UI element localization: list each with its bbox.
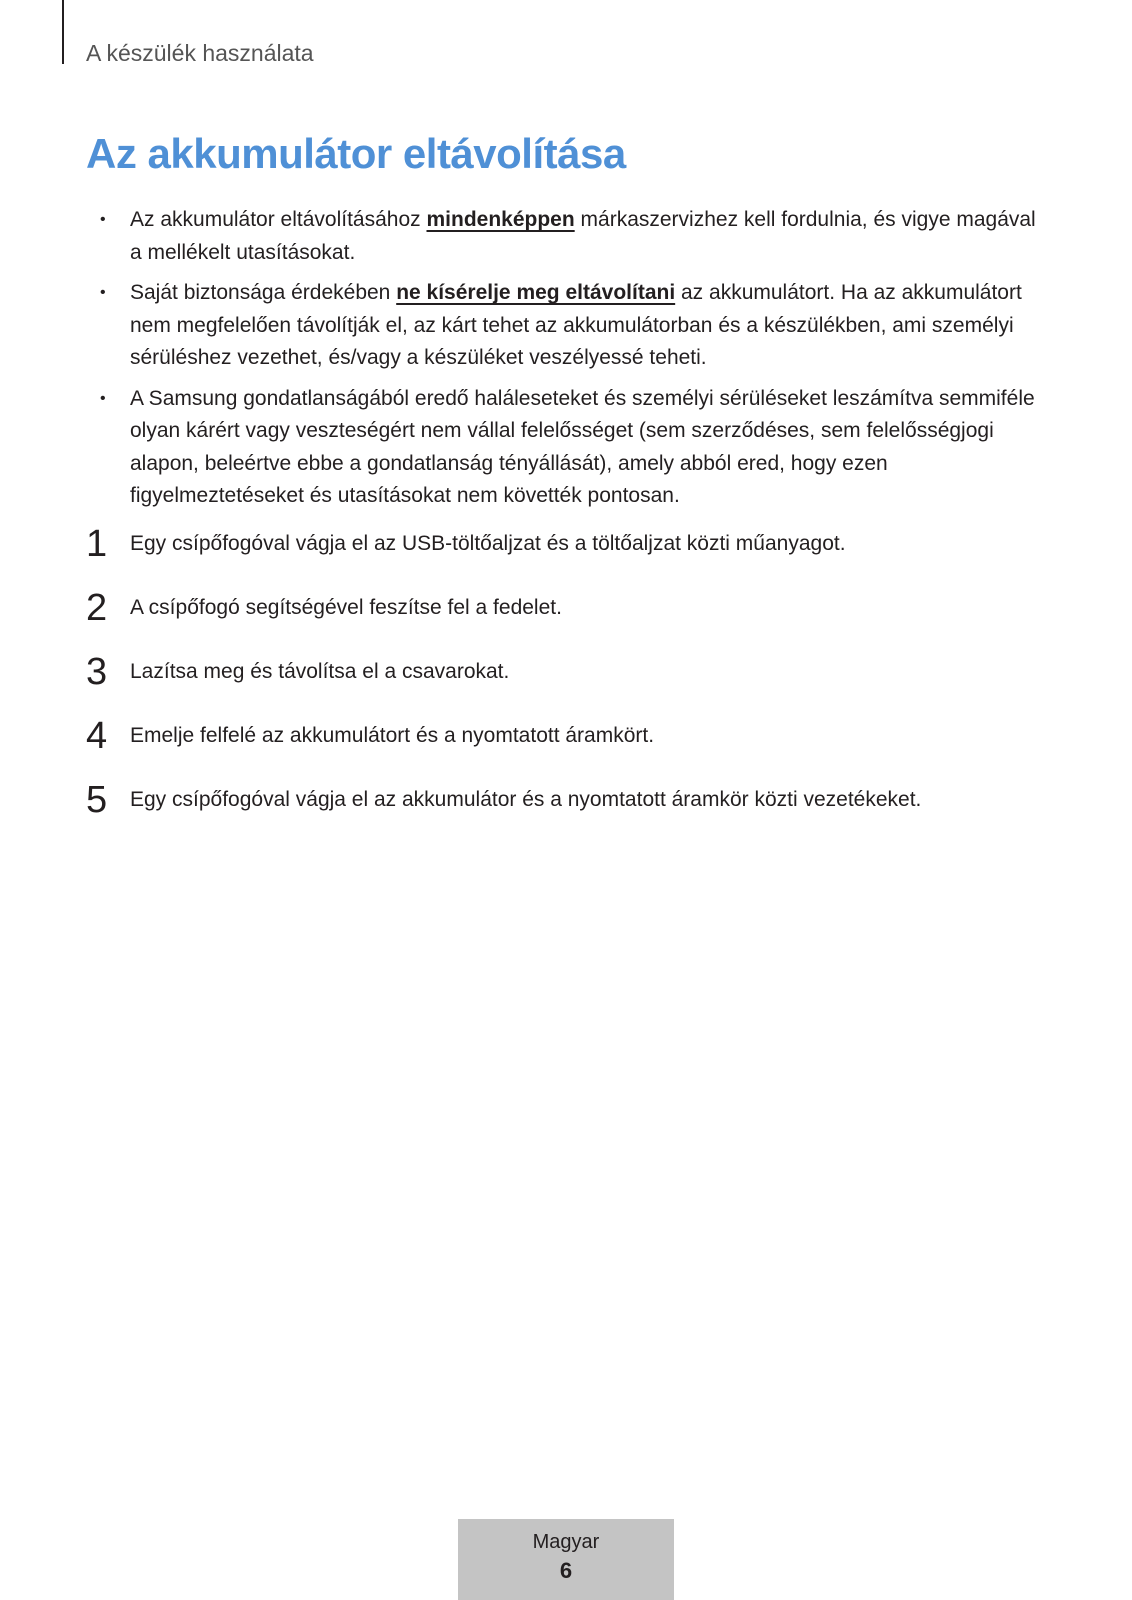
step-item xyxy=(86,523,1086,592)
step-text: Emelje felfelé az akkumulátort és a nyomtatott áramkört. xyxy=(130,724,655,747)
step-item xyxy=(86,715,1086,784)
warning-text-after: az akkumulátort. Ha az akkumulátort nem megfelelően távolítják el, az kárt tehet az akkumulátorban és a készülékben, ami személyi sérüléshez vezethet, és/vagy a készüléket veszélyessé teheti. xyxy=(130,281,1022,369)
warning-text-before: Az akkumulátor eltávolításához xyxy=(130,208,427,231)
bullet-dot-icon: • xyxy=(100,211,106,228)
step-number: 2 xyxy=(86,587,108,629)
warning-list xyxy=(100,204,1050,521)
step-text: A csípőfogó segítségével feszítse fel a fedelet. xyxy=(130,596,562,619)
step-item xyxy=(86,587,1086,656)
step-item xyxy=(86,651,1086,720)
step-list xyxy=(86,523,1086,848)
warning-text-before: A Samsung gondatlanságából eredő haláleseteket és személyi sérüléseket leszámítva semmiféle olyan kárért vagy veszteségért nem vállal felelősséget (sem szerződéses, sem felelősségjogi alapon, beleértve ebbe a gondatlanság tényállását), amely abból ered, hogy ezen figyelmeztetéseket és utasításokat nem követték pontosan. xyxy=(130,386,1035,507)
step-number: 1 xyxy=(86,523,108,565)
section-title: A készülék használata xyxy=(86,40,314,66)
warning-item xyxy=(100,277,1050,375)
header-rule xyxy=(62,0,64,64)
warning-text-before: Saját biztonsága érdekében xyxy=(130,281,397,304)
step-item xyxy=(86,779,1086,848)
step-text: Lazítsa meg és távolítsa el a csavarokat. xyxy=(130,660,510,683)
warning-emphasis: mindenképpen xyxy=(426,208,575,231)
page-number: 6 xyxy=(559,1558,573,1583)
warning-emphasis: ne kísérelje meg eltávolítani xyxy=(396,281,676,304)
footer-language: Magyar xyxy=(532,1531,600,1553)
bullet-dot-icon: • xyxy=(100,389,106,407)
warning-item xyxy=(100,204,1050,269)
warning-text-after: márkaszervizhez kell fordulnia, és vigye magával a mellékelt utasításokat. xyxy=(130,208,1036,264)
step-number: 5 xyxy=(86,779,108,821)
page-title: Az akkumulátor eltávolítása xyxy=(86,130,626,177)
page-footer xyxy=(458,1519,674,1600)
step-text: Egy csípőfogóval vágja el az USB-töltőaljzat és a töltőaljzat közti műanyagot. xyxy=(130,532,846,555)
step-text: Egy csípőfogóval vágja el az akkumulátor és a nyomtatott áramkör közti vezetékeket. xyxy=(130,788,922,811)
step-number: 4 xyxy=(86,715,108,757)
bullet-dot-icon: • xyxy=(100,284,106,301)
step-number: 3 xyxy=(86,651,108,693)
warning-item xyxy=(100,383,1050,513)
